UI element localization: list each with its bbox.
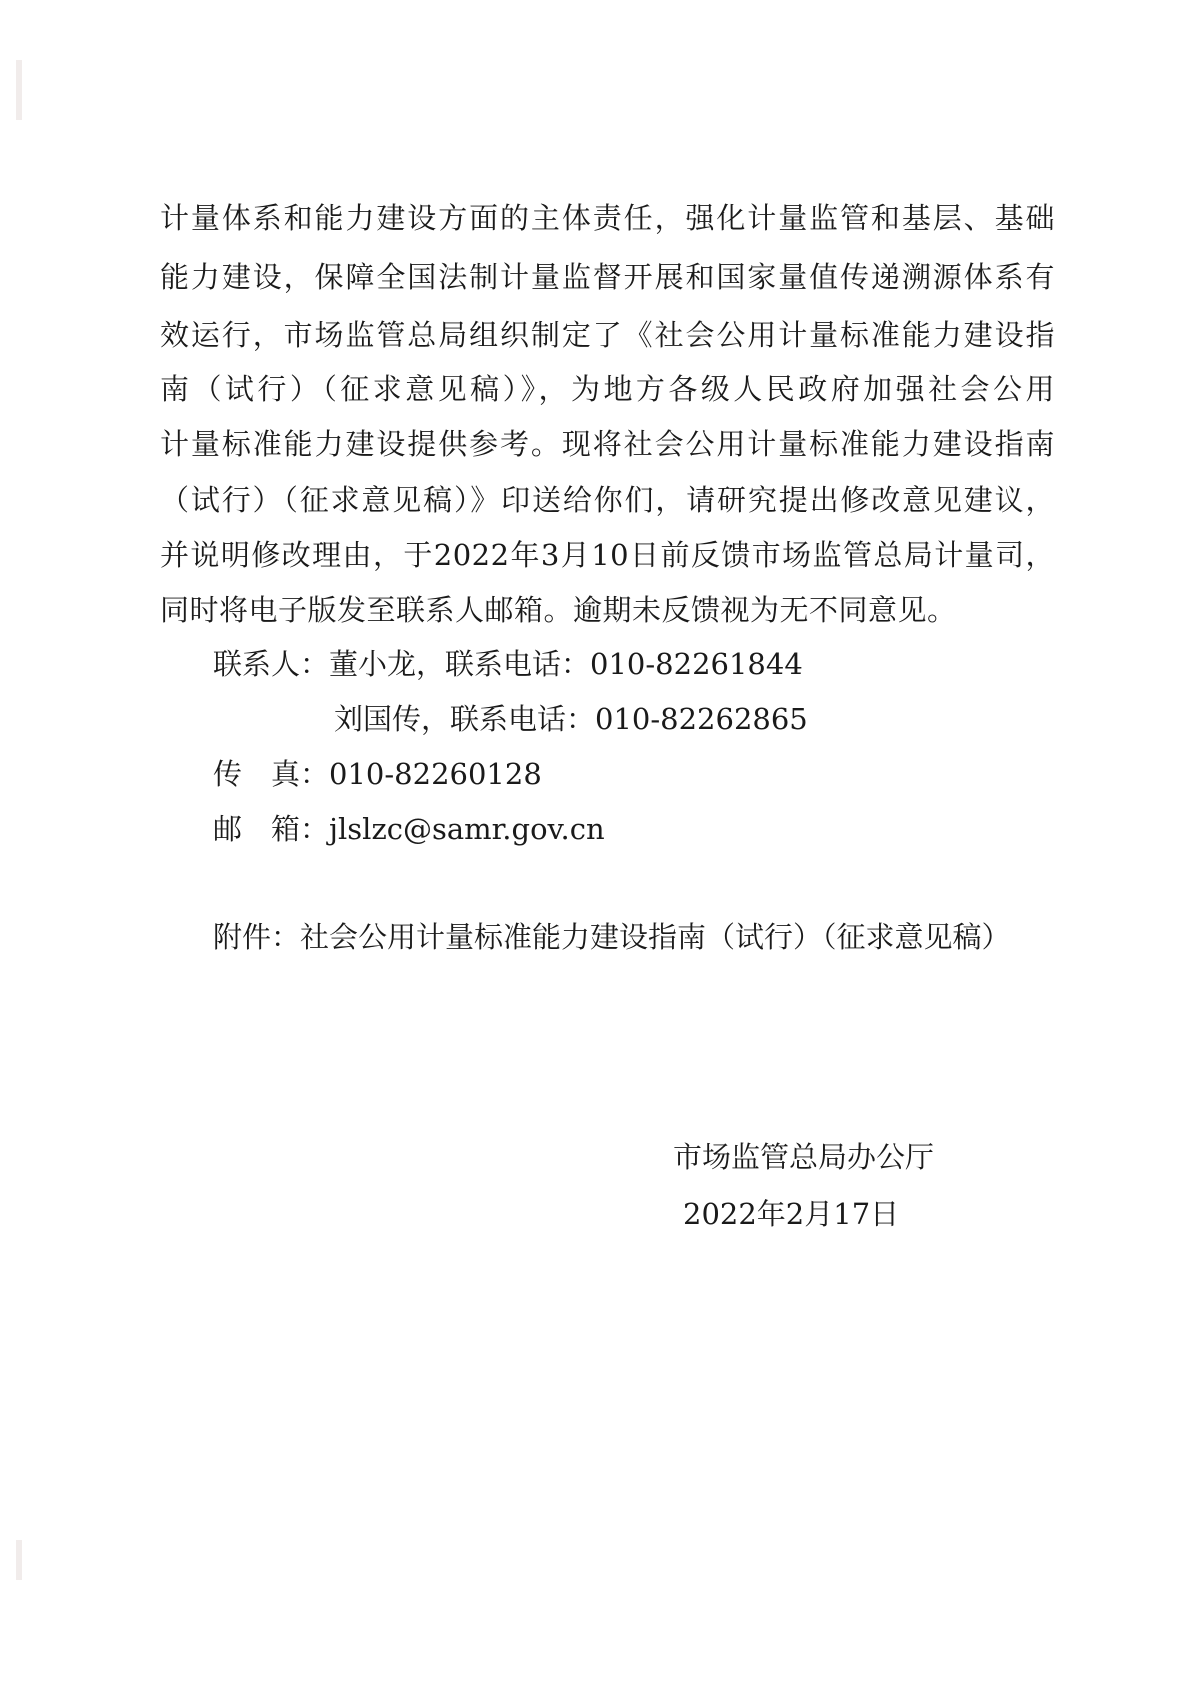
body-line: 能力建设，保障全国法制计量监督开展和国家量值传递溯源体系有 — [160, 260, 1055, 294]
contact-row-1 — [213, 644, 803, 684]
email-row — [213, 809, 605, 849]
attachment-line: 附件：社会公用计量标准能力建设指南（试行）（征求意见稿） — [213, 920, 1011, 954]
contact-person-2: 刘国传，联系电话：010-82262865 — [334, 702, 808, 736]
body-line: 同时将电子版发至联系人邮箱。逾期未反馈视为无不同意见。 — [160, 593, 957, 627]
body-line: （试行）（征求意见稿）》印送给你们，请研究提出修改意见建议， — [160, 483, 1055, 517]
email-value: jlslzc@samr.gov.cn — [329, 812, 605, 846]
fax-label: 传 真： — [213, 757, 330, 791]
email-label: 邮 箱： — [213, 812, 330, 846]
fax-row — [213, 754, 542, 794]
contact-person-1: 董小龙，联系电话：010-82261844 — [329, 647, 803, 681]
body-line: 效运行，市场监管总局组织制定了《社会公用计量标准能力建设指 — [160, 318, 1055, 352]
body-line: 计量体系和能力建设方面的主体责任，强化计量监管和基层、基础 — [160, 201, 1055, 235]
issuing-organization: 市场监管总局办公厅 — [673, 1140, 935, 1174]
scan-artifact — [16, 60, 22, 120]
fax-value: 010-82260128 — [329, 757, 542, 791]
contact-row-2 — [334, 699, 808, 739]
scan-artifact — [16, 1540, 22, 1580]
body-line: 并说明修改理由，于2022年3月10日前反馈市场监管总局计量司， — [160, 538, 1055, 572]
body-line: 南（试行）（征求意见稿）》，为地方各级人民政府加强社会公用 — [160, 372, 1055, 406]
contact-label: 联系人： — [213, 647, 330, 681]
issue-date: 2022年2月17日 — [683, 1197, 900, 1231]
body-line: 计量标准能力建设提供参考。现将社会公用计量标准能力建设指南 — [160, 427, 1055, 461]
